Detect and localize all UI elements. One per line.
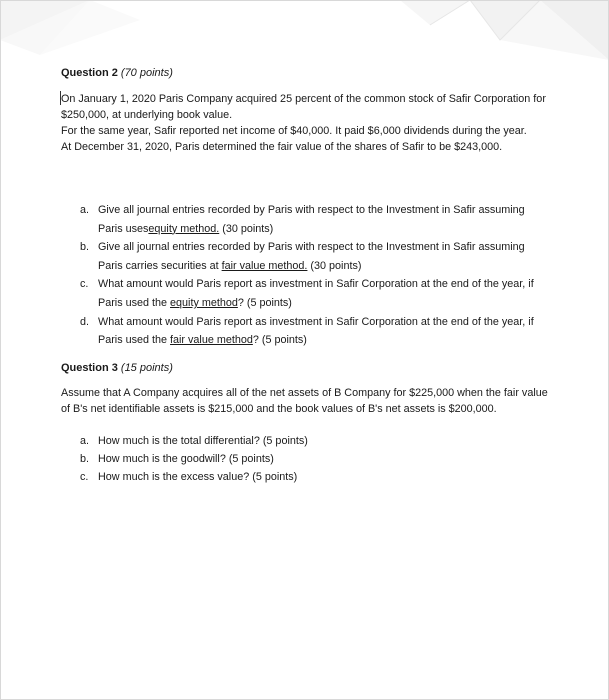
item-points: (30 points) <box>307 259 362 272</box>
item-text: Give all journal entries recorded by Paris with respect to the Investment in Safir assuming Paris uses <box>98 204 525 235</box>
question-3-points: (15 points) <box>120 362 173 374</box>
question-3-body <box>61 385 551 417</box>
question-2-body <box>61 91 551 155</box>
question-2-heading <box>61 67 173 79</box>
list-marker: c. <box>80 278 89 291</box>
item-text: Give all journal entries recorded by Paris with respect to the Investment in Safir assuming Paris carries securities at <box>98 241 525 272</box>
list-item <box>80 432 550 450</box>
list-item <box>80 275 550 312</box>
question-2-title: Question 2 <box>61 67 118 79</box>
equity-method-link: equity method. <box>148 222 220 235</box>
list-marker: a. <box>80 204 90 216</box>
list-item <box>80 201 550 238</box>
list-item <box>80 238 550 275</box>
fair-value-method-link: fair value method <box>170 334 253 347</box>
question-2-paragraph-1: On January 1, 2020 Paris Company acquired 25 percent of the common stock of Safir Corporation for $250,000, at underlying book value. <box>61 93 546 121</box>
question-2-paragraph-3: At December 31, 2020, Paris determined the fair value of the shares of Safir to be $243,000. <box>61 141 503 153</box>
list-marker: b. <box>80 241 90 254</box>
question-2-points: (70 points) <box>120 67 173 79</box>
list-marker: b. <box>80 453 90 465</box>
list-item <box>80 313 550 350</box>
item-text: How much is the excess value? (5 points) <box>98 471 298 483</box>
list-item <box>80 468 550 486</box>
list-marker: d. <box>80 315 90 328</box>
item-points: ? (5 points) <box>237 296 292 309</box>
question-2-list <box>80 201 550 350</box>
item-text: How much is the total differential? (5 points) <box>98 435 308 447</box>
question-3-list <box>80 432 550 486</box>
question-3-heading <box>61 362 173 374</box>
list-item <box>80 450 550 468</box>
question-3-title: Question 3 <box>61 362 118 374</box>
list-marker: a. <box>80 435 90 447</box>
fair-value-method-link: fair value method. <box>221 259 308 272</box>
equity-method-link: equity method <box>170 296 238 309</box>
item-points: ? (5 points) <box>252 334 307 347</box>
item-text: How much is the goodwill? (5 points) <box>98 453 274 465</box>
list-marker: c. <box>80 471 89 483</box>
question-3-paragraph: Assume that A Company acquires all of the net assets of B Company for $225,000 when the fair value of B's net identifiable assets is $215,000 and the book values of B's net assets is $200,000. <box>61 387 548 415</box>
item-points: (30 points) <box>219 222 274 235</box>
item-text: What amount would Paris report as investment in Safir Corporation at the end of the year, if Paris used the <box>98 315 534 347</box>
item-text: What amount would Paris report as investment in Safir Corporation at the end of the year, if Paris used the <box>98 278 534 309</box>
question-2-paragraph-2: For the same year, Safir reported net income of $40,000. It paid $6,000 dividends during the year. <box>61 125 527 137</box>
